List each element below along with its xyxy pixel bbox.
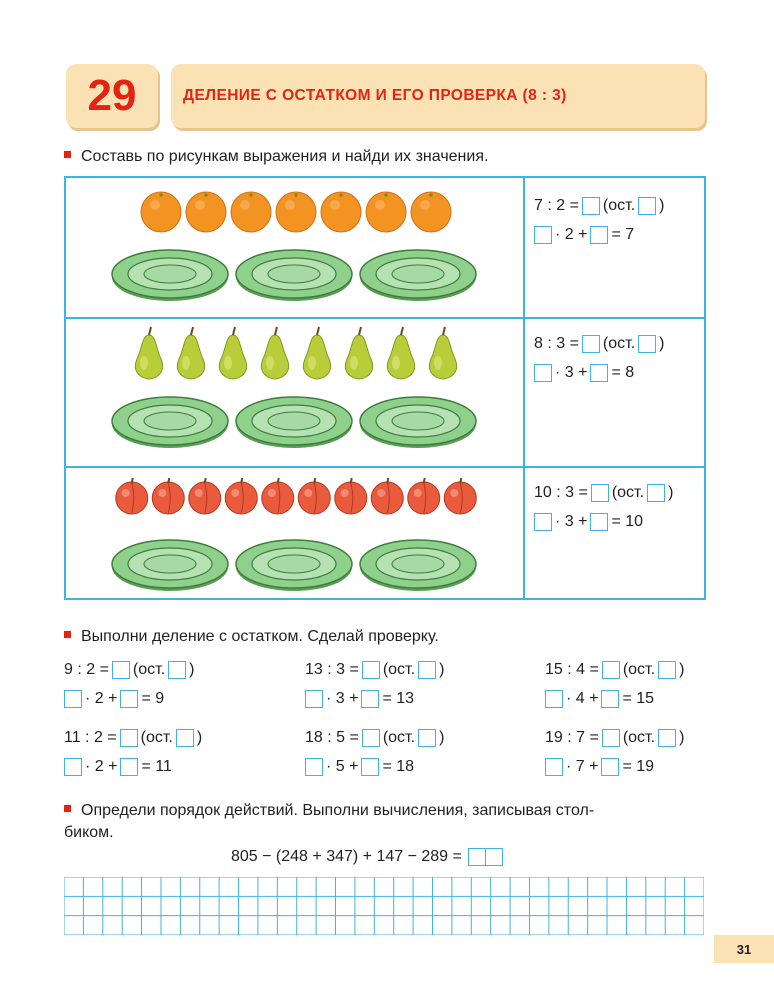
answer-box[interactable] [168,661,186,679]
plate-icon [112,540,228,591]
answer-box[interactable] [305,758,323,776]
plate-icon [112,397,228,448]
lesson-title-banner [171,64,705,128]
row-3-check: · 3 + = 10 [534,512,643,532]
exercise-2-division: 13 : 3 = (ост. ) [305,661,445,678]
pear-icon [261,327,288,379]
answer-box[interactable] [120,729,138,747]
exercise-3-division: 15 : 4 = (ост. ) [545,661,685,678]
lesson-number-badge [66,64,158,128]
answer-box[interactable] [601,690,619,708]
column-calculation-expression: 805 − (248 + 347) + 147 − 289 = [231,846,503,868]
task-3-text-line-1: Определи порядок действий. Выполни вычисления, записывая стол- [81,802,595,819]
orange-icon [141,192,181,232]
exercise-5-division: 18 : 5 = (ост. ) [305,729,445,746]
answer-box[interactable] [485,848,503,866]
answer-box[interactable] [112,661,130,679]
plate-icon [360,540,476,591]
page-number: 31 [736,941,752,957]
answer-box[interactable] [658,661,676,679]
answer-box[interactable] [582,335,600,353]
answer-box[interactable] [590,226,608,244]
answer-box[interactable] [361,690,379,708]
pear-icon [177,327,204,379]
pear-icon [135,327,162,379]
answer-box[interactable] [602,729,620,747]
orange-icon [366,192,406,232]
answer-box[interactable] [120,758,138,776]
peach-icon [335,478,367,514]
answer-box[interactable] [590,364,608,382]
orange-icon [276,192,316,232]
task-3-instruction [64,800,706,844]
orange-icon [186,192,226,232]
answer-box[interactable] [362,661,380,679]
exercise-5-check: · 5 + = 18 [305,757,414,777]
answer-box[interactable] [601,758,619,776]
pear-icon [303,327,330,379]
table-divider [523,178,525,598]
peach-icon [189,478,221,514]
answer-box[interactable] [591,484,609,502]
peach-icon [116,478,148,514]
answer-box[interactable] [361,758,379,776]
plate-icon [236,397,352,448]
answer-box[interactable] [545,690,563,708]
exercise-4-check: · 2 + = 11 [64,757,172,777]
row-2-check: · 3 + = 8 [534,363,634,383]
answer-box[interactable] [534,226,552,244]
answer-box[interactable] [120,690,138,708]
plate-icon [360,250,476,301]
task-3-text-line-2: биком. [64,824,114,841]
fruit-illustrations [66,178,523,598]
answer-box[interactable] [582,197,600,215]
row-3-division: 10 : 3 = (ост. ) [534,484,674,501]
row-1-division: 7 : 2 = (ост. ) [534,197,665,214]
orange-icon [231,192,271,232]
bullet-icon [64,631,71,638]
answer-box[interactable] [658,729,676,747]
answer-box[interactable] [545,758,563,776]
pear-icon [219,327,246,379]
answer-box[interactable] [64,758,82,776]
row-1-check: · 2 + = 7 [534,225,634,245]
pear-icon [345,327,372,379]
pear-icon [429,327,456,379]
page-number-tab [714,935,774,963]
lesson-number: 29 [87,71,137,120]
answer-box[interactable] [176,729,194,747]
answer-box[interactable] [468,848,486,866]
exercise-2-check: · 3 + = 13 [305,689,414,709]
answer-box[interactable] [534,364,552,382]
answer-box[interactable] [638,197,656,215]
picture-table [64,176,706,600]
row-2-division: 8 : 3 = (ост. ) [534,335,665,352]
exercise-6-check: · 7 + = 19 [545,757,654,777]
task-2-instruction [64,626,439,648]
plate-icon [236,540,352,591]
answer-box[interactable] [534,513,552,531]
orange-icon [411,192,451,232]
answer-box[interactable] [647,484,665,502]
peach-icon [444,478,476,514]
peach-icon [262,478,294,514]
answer-box[interactable] [64,690,82,708]
lesson-title: ДЕЛЕНИЕ С ОСТАТКОМ И ЕГО ПРОВЕРКА (8 : 3) [183,87,567,104]
task-1-text: Составь по рисункам выражения и найди их значения. [81,148,489,165]
calculation-grid[interactable] [64,877,704,935]
peach-icon [152,478,184,514]
plate-icon [360,397,476,448]
orange-icon [321,192,361,232]
task-1-instruction [64,146,488,168]
peach-icon [225,478,257,514]
exercise-6-division: 19 : 7 = (ост. ) [545,729,685,746]
answer-box[interactable] [418,661,436,679]
answer-box[interactable] [305,690,323,708]
bullet-icon [64,151,71,158]
peach-icon [408,478,440,514]
answer-box[interactable] [418,729,436,747]
pear-icon [387,327,414,379]
exercise-3-check: · 4 + = 15 [545,689,654,709]
exercise-1-check: · 2 + = 9 [64,689,164,709]
task-2-text: Выполни деление с остатком. Сделай проверку. [81,628,439,645]
bullet-icon [64,805,71,812]
answer-box[interactable] [590,513,608,531]
peach-icon [371,478,403,514]
exercise-4-division: 11 : 2 = (ост. ) [64,729,203,746]
answer-box[interactable] [602,661,620,679]
exercise-1-division: 9 : 2 = (ост. ) [64,661,195,678]
plate-icon [112,250,228,301]
peach-icon [298,478,330,514]
answer-box[interactable] [638,335,656,353]
answer-box[interactable] [362,729,380,747]
plate-icon [236,250,352,301]
